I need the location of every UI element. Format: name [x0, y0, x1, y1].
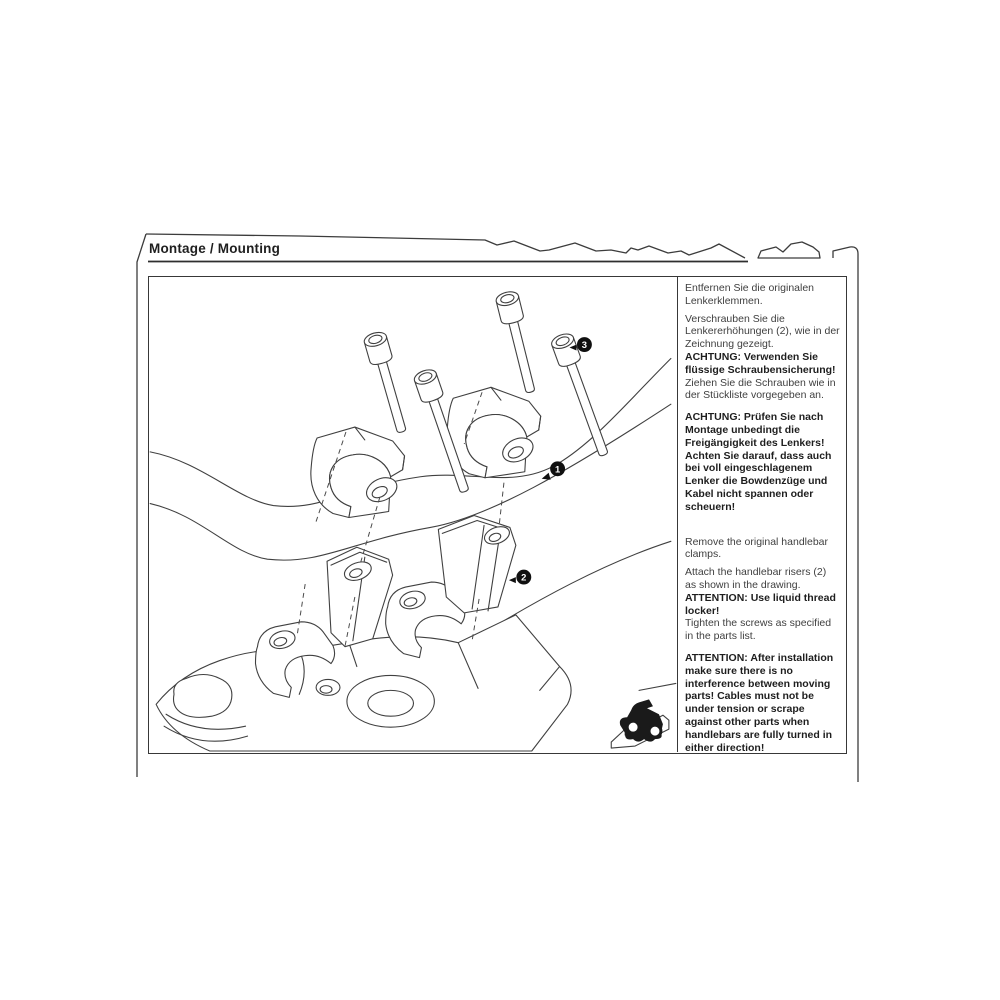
brand-logo-icon	[611, 699, 669, 748]
instruction-de-5: ACHTUNG: Prüfen Sie nach Montage unbedingt die Freigängigkeit des Lenkers! Achten Sie darauf, dass auch bei voll eingeschlagenem Lenker die Bowdenzüge und Kabel nicht spannen oder scheuern!	[685, 411, 832, 513]
svg-text:3: 3	[581, 340, 588, 352]
riser-block-right	[438, 515, 516, 612]
instruction-de-1: Entfernen Sie die originalen Lenkerklemmen.	[685, 282, 815, 307]
instruction-en-3: ATTENTION: Use liquid thread locker!	[685, 591, 836, 617]
drawing-panel	[149, 277, 678, 752]
svg-text:2: 2	[521, 572, 527, 584]
instruction-de-4: Ziehen Sie die Schrauben wie in der Stückliste vorgegeben an.	[685, 376, 836, 402]
callout-2	[509, 570, 531, 585]
instruction-de-3: ACHTUNG: Verwenden Sie flüssige Schraubensicherung!	[685, 350, 836, 376]
screw-3	[495, 290, 542, 395]
steering-stem-nut	[347, 675, 434, 727]
plate-screw	[316, 679, 340, 695]
instruction-de-2: Verschrauben Sie die Lenkererhöhungen (2), wie in der Zeichnung gezeigt.	[685, 312, 840, 351]
svg-text:1: 1	[554, 464, 561, 476]
instruction-en-5: ATTENTION: After installation make sure there is no interference between moving parts! Cables must not be under tension or scrape against other parts when handlebars are fully turned in either direction!	[685, 651, 834, 754]
section-title: Montage / Mounting	[149, 241, 281, 256]
riser-clamp-right	[447, 387, 541, 477]
page-left-edge	[137, 234, 146, 777]
instruction-en-4: Tighten the screws as specified in the parts list.	[685, 617, 832, 643]
instruction-text-column	[678, 277, 846, 752]
technical-drawing	[149, 277, 677, 752]
instruction-en-2: Attach the handlebar risers (2) as shown in the drawing.	[685, 566, 827, 591]
triple-clamp-edge	[639, 683, 676, 690]
riser-block-left	[327, 547, 393, 646]
handlebar	[150, 358, 671, 560]
riser-clamp-left	[311, 427, 405, 517]
instruction-en-1: Remove the original handlebar clamps.	[685, 535, 829, 561]
page-torn-island	[758, 242, 820, 258]
screw-1	[363, 330, 413, 435]
instruction-frame	[148, 276, 847, 754]
